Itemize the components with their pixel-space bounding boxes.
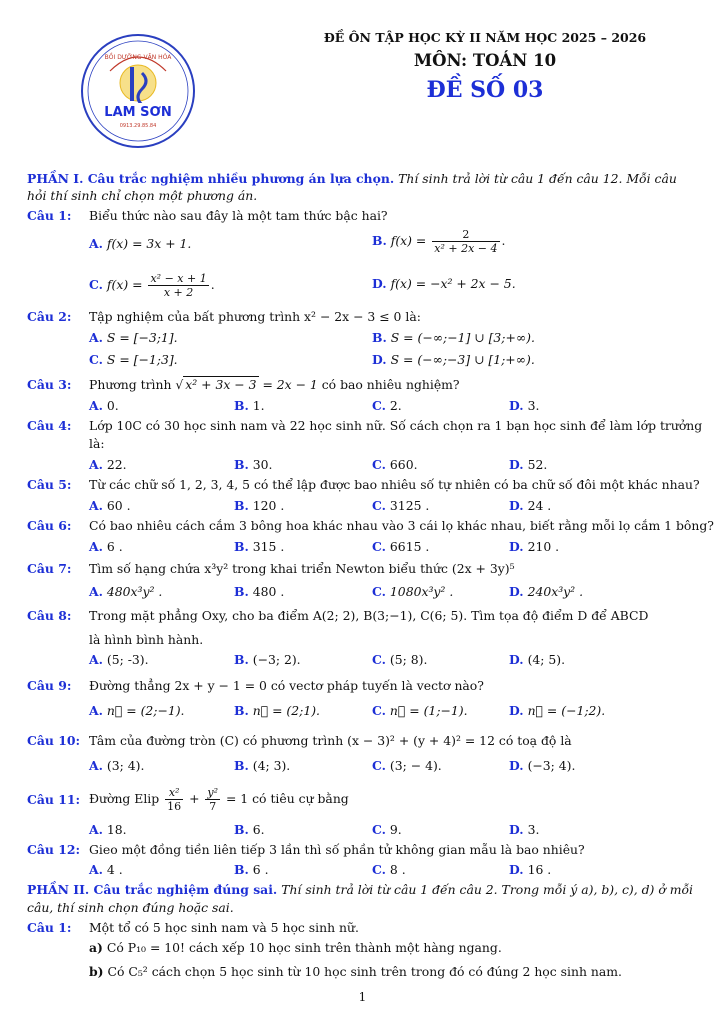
part2-question-label: Câu 1: bbox=[27, 920, 72, 935]
exam-header-title: ĐỀ ÔN TẬP HỌC KỲ II NĂM HỌC 2025 – 2026 bbox=[323, 30, 647, 45]
option-a: A. (5; -3). bbox=[89, 652, 149, 667]
option-a: A. 4 . bbox=[89, 862, 123, 877]
question-label: Câu 12: bbox=[27, 842, 81, 857]
question-label: Câu 3: bbox=[27, 377, 72, 392]
option-c: C. 2. bbox=[372, 398, 402, 413]
option-c: C. (5; 8). bbox=[372, 652, 428, 667]
option-b: B. S = (−∞;−1] ∪ [3;+∞). bbox=[372, 330, 535, 345]
school-logo bbox=[80, 33, 196, 149]
option-b: B. (4; 3). bbox=[234, 758, 291, 773]
option-a: A. S = [−3;1]. bbox=[89, 330, 178, 345]
part2-question-stem: Một tổ có 5 học sinh nam và 5 học sinh nữ. bbox=[89, 920, 359, 935]
option-d: D. n⃗ = (−1;2). bbox=[509, 703, 606, 718]
question-stem: Trong mặt phẳng Oxy, cho ba điểm A(2; 2), B(3;−1), C(6; 5). Tìm tọa độ điểm D để ABCD bbox=[89, 608, 649, 623]
option-a: A. 480x³y² . bbox=[89, 584, 163, 599]
question-label: Câu 7: bbox=[27, 561, 72, 576]
option-c: C. (3; − 4). bbox=[372, 758, 442, 773]
question-stem: Đường thẳng 2x + y − 1 = 0 có vectơ pháp tuyến là vectơ nào? bbox=[89, 678, 484, 693]
question-stem: Biểu thức nào sau đây là một tam thức bậc hai? bbox=[89, 208, 388, 223]
option-b: B. 120 . bbox=[234, 498, 285, 513]
option-d: D. S = (−∞;−3] ∪ [1;+∞). bbox=[372, 352, 535, 367]
question-stem-cont: là: bbox=[89, 436, 105, 451]
exam-number: ĐỀ SỐ 03 bbox=[426, 77, 544, 103]
option-d: D. 3. bbox=[509, 822, 540, 837]
exam-subject: MÔN: TOÁN 10 bbox=[413, 51, 557, 70]
option-c: C. 6615 . bbox=[372, 539, 430, 554]
question-label: Câu 10: bbox=[27, 733, 81, 748]
option-b: B. (−3; 2). bbox=[234, 652, 301, 667]
option-c: C. n⃗ = (1;−1). bbox=[372, 703, 468, 718]
option-d: D. 16 . bbox=[509, 862, 552, 877]
question-label: Câu 4: bbox=[27, 418, 72, 433]
part2-instruction-cont: câu, thí sinh chọn đúng hoặc sai. bbox=[27, 900, 234, 915]
part2-title: PHẦN II. Câu trắc nghiệm đúng sai. bbox=[27, 882, 278, 897]
option-d: D. 240x³y² . bbox=[509, 584, 584, 599]
option-d: D. 24 . bbox=[509, 498, 552, 513]
option-b: B. f(x) = $\frac{2}{\text{x² + 2x − 4}}$ . bbox=[372, 228, 506, 255]
question-stem: Tập nghiệm của bất phương trình x² − 2x − 3 ≤ 0 là: bbox=[89, 309, 421, 324]
option-a: A. n⃗ = (2;−1). bbox=[89, 703, 185, 718]
question-stem: Tìm số hạng chứa x³y² trong khai triển Newton biểu thức (2x + 3y)⁵ bbox=[89, 561, 515, 576]
option-c: C. 1080x³y² . bbox=[372, 584, 454, 599]
option-b: B. 480 . bbox=[234, 584, 285, 599]
part2-heading bbox=[27, 882, 693, 898]
option-b: B. n⃗ = (2;1). bbox=[234, 703, 320, 718]
option-b: B. 6. bbox=[234, 822, 265, 837]
logo-top-text: BỒI DƯỠNG VĂN HÓA bbox=[104, 54, 172, 61]
part1-heading bbox=[27, 171, 677, 187]
option-b: B. 30. bbox=[234, 457, 273, 472]
part1-title: PHẦN I. Câu trắc nghiệm nhiều phương án lựa chọn. bbox=[27, 171, 395, 186]
statement-a: a) Có P₁₀ = 10! cách xếp 10 học sinh trên thành một hàng ngang. bbox=[89, 940, 502, 955]
option-b: B. 1. bbox=[234, 398, 265, 413]
option-a: A. f(x) = 3x + 1. bbox=[89, 236, 192, 251]
option-d: D. 3. bbox=[509, 398, 540, 413]
option-d: D. (−3; 4). bbox=[509, 758, 576, 773]
question-label: Câu 5: bbox=[27, 477, 72, 492]
option-c: C. 9. bbox=[372, 822, 402, 837]
option-d: D. f(x) = −x² + 2x − 5. bbox=[372, 276, 516, 291]
logo-phone: 0913.29.85.84 bbox=[119, 123, 157, 129]
statement-b: b) Có C₅² cách chọn 5 học sinh từ 10 học sinh trên trong đó có đúng 2 học sinh nam. bbox=[89, 964, 622, 979]
logo-name: LAM SƠN bbox=[104, 105, 172, 120]
option-b: B. 315 . bbox=[234, 539, 285, 554]
option-a: A. 6 . bbox=[89, 539, 123, 554]
question-label: Câu 11: bbox=[27, 792, 81, 807]
option-a: A. 0. bbox=[89, 398, 119, 413]
question-stem: Từ các chữ số 1, 2, 3, 4, 5 có thể lập được bao nhiêu số tự nhiên có ba chữ số đôi một khác nhau? bbox=[89, 477, 700, 492]
question-stem: Lớp 10C có 30 học sinh nam và 22 học sinh nữ. Số cách chọn ra 1 bạn học sinh để làm lớp trưởng bbox=[89, 418, 703, 433]
option-c: C. 3125 . bbox=[372, 498, 430, 513]
question-label: Câu 6: bbox=[27, 518, 72, 533]
question-stem: Tâm của đường tròn (C) có phương trình (x − 3)² + (y + 4)² = 12 có toạ độ là bbox=[89, 733, 572, 748]
question-stem: Đường Elip $\frac{\text{x²}}{16}$ + $\frac{\text{y²}}{7}$ = 1 có tiêu cự bằng bbox=[89, 786, 349, 813]
question-label: Câu 8: bbox=[27, 608, 72, 623]
question-stem: Gieo một đồng tiền liên tiếp 3 lần thì số phần tử không gian mẫu là bao nhiêu? bbox=[89, 842, 585, 857]
option-c: C. S = [−1;3]. bbox=[89, 352, 178, 367]
question-stem: Phương trình √ x² + 3x − 3 = 2x − 1 có bao nhiêu nghiệm? bbox=[89, 377, 460, 392]
option-a: A. (3; 4). bbox=[89, 758, 145, 773]
page-number: 1 bbox=[358, 990, 367, 1004]
option-a: A. 22. bbox=[89, 457, 127, 472]
question-label: Câu 9: bbox=[27, 678, 72, 693]
question-stem-cont: là hình bình hành. bbox=[89, 632, 204, 647]
option-c: C. 660. bbox=[372, 457, 418, 472]
option-a: A. 18. bbox=[89, 822, 127, 837]
question-stem: Có bao nhiêu cách cắm 3 bông hoa khác nhau vào 3 cái lọ khác nhau, biết rằng mỗi lọ cắm 1 bông? bbox=[89, 518, 714, 533]
question-label: Câu 2: bbox=[27, 309, 72, 324]
option-d: D. 52. bbox=[509, 457, 548, 472]
part2-instruction: Thí sinh trả lời từ câu 1 đến câu 2. Trong mỗi ý a), b), c), d) ở mỗi bbox=[281, 882, 694, 897]
question-label: Câu 1: bbox=[27, 208, 72, 223]
option-d: D. 210 . bbox=[509, 539, 560, 554]
option-b: B. 6 . bbox=[234, 862, 269, 877]
option-c: C. f(x) = $\frac{\text{x² − x + 1}}{x + 2}$ . bbox=[89, 272, 215, 299]
option-d: D. (4; 5). bbox=[509, 652, 566, 667]
option-c: C. 8 . bbox=[372, 862, 406, 877]
part1-instruction-cont: hỏi thí sinh chỉ chọn một phương án. bbox=[27, 188, 258, 203]
option-a: A. 60 . bbox=[89, 498, 131, 513]
part1-instruction: Thí sinh trả lời từ câu 1 đến câu 12. Mỗi câu bbox=[398, 171, 677, 186]
